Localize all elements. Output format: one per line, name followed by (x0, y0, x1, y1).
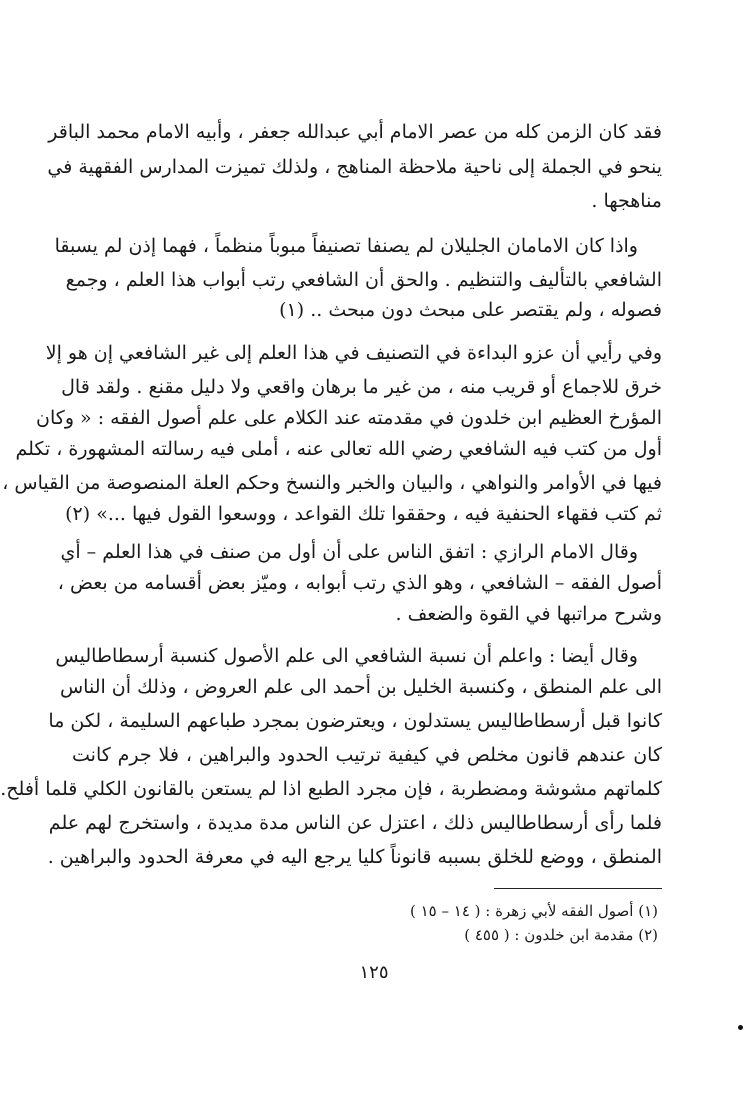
text-line: وشرح مراتبها في القوة والضعف . (395, 603, 662, 625)
text-line: المؤرخ العظيم ابن خلدون في مقدمته عند الكلام على علم أصول الفقه : « وكان (36, 407, 662, 429)
text-line: خرق للاجماع أو قريب منه ، من غير ما برهان واقعي ولا دليل مقنع . ولقد قال (61, 376, 662, 398)
footnote-1: (١) أصول الفقه لأبي زهرة : ( ١٤ – ١٥ ) (409, 902, 658, 920)
text-line: المنطق ، ووضع للخلق بسببه قانوناً كليا يرجع اليه في معرفة الحدود والبراهين . (47, 846, 662, 868)
text-line: كانوا قبل أرسطاطاليس يستدلون ، ويعترضون بمجرد طباعهم السليمة ، لكن ما (48, 710, 662, 732)
text-line: ينحو في الجملة إلى ناحية ملاحظة المناهج ، ولذلك تميزت المدارس الفقهية في (47, 156, 662, 178)
text-line: فصوله ، ولم يقتصر على مبحث دون مبحث .. (١) (279, 299, 662, 321)
scan-mark-dot (738, 1025, 743, 1030)
text-line: وقال الامام الرازي : اتفق الناس على أن أول من صنف في هذا العلم – أي (60, 541, 638, 563)
text-line: كلماتهم مشوشة ومضطربة ، فإن مجرد الطبع اذا لم يستعن بالقانون الكلي قلما أفلح. (0, 778, 662, 800)
text-line: الشافعي بالتأليف والتنظيم . والحق أن الشافعي رتب أبواب هذا العلم ، وجمع (65, 269, 662, 291)
footnote-2: (٢) مقدمة ابن خلدون : ( ٤٥٥ ) (464, 926, 658, 944)
text-line: كان عندهم قانون مخلص في كيفية ترتيب الحدود والبراهين ، فلا جرم كانت (72, 744, 662, 766)
text-line: فيها في الأوامر والنواهي ، والبيان والخبر والنسخ وحكم العلة المنصوصة من القياس ، (2, 472, 662, 494)
text-line: وقال أيضا : واعلم أن نسبة الشافعي الى علم الأصول كنسبة أرسطاطاليس (55, 645, 638, 667)
footnote-separator (494, 888, 662, 889)
text-line: ثم كتب فقهاء الحنفية فيه ، وحققوا تلك القواعد ، ووسعوا القول فيها ...» (٢) (65, 503, 662, 525)
text-line: واذا كان الامامان الجليلان لم يصنفا تصنيفاً مبوباً منظماً ، فهما إذن لم يسبقا (54, 235, 638, 257)
text-line: أصول الفقه – الشافعي ، وهو الذي رتب أبوابه ، وميّز بعض أقسامه من بعض ، (57, 572, 662, 594)
page-number: ١٢٥ (359, 962, 389, 983)
text-line: الى علم المنطق ، وكنسبة الخليل بن أحمد الى علم العروض ، وذلك أن الناس (59, 676, 662, 698)
text-line: مناهجها . (591, 190, 662, 212)
text-line: وفي رأيي أن عزو البداءة في التصنيف في هذا العلم إلى غير الشافعي إن هو إلا (45, 342, 662, 364)
text-line: فقد كان الزمن كله من عصر الامام أبي عبدالله جعفر ، وأبيه الامام محمد الباقر (48, 121, 662, 143)
text-line: فلما رأى أرسطاطاليس ذلك ، اعتزل عن الناس مدة مديدة ، واستخرج لهم علم (48, 812, 662, 834)
text-line: أول من كتب فيه الشافعي رضي الله تعالى عنه ، أملى فيه رسالته المشهورة ، تكلم (15, 438, 662, 460)
